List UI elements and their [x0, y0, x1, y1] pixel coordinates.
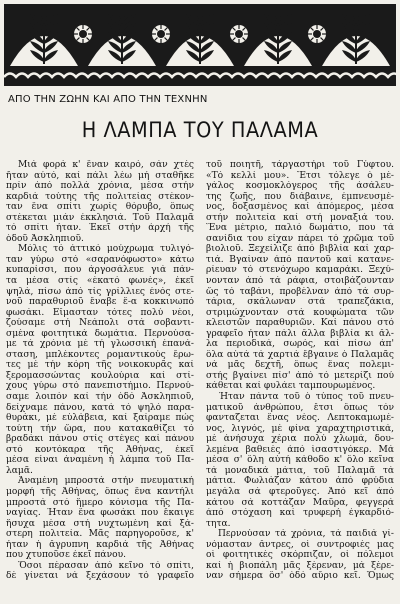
text-line: μέ ἀνήσυχα χέρια πολύ χλωμά, δου-: [206, 434, 394, 445]
text-line: ταν γύρω στό «σαρανόφωστο» κάτω: [6, 254, 194, 265]
text-line: που χτυποῦσε ἐκεῖ πάνου.: [6, 550, 126, 561]
text-line: στής βγαίνει πίσ' ἀπό τό μετερίζι πού: [206, 370, 394, 381]
text-line: «Τό κελλί μου». Ἔτσι τόλεγε ὁ μέ-: [206, 170, 394, 181]
text-line: μέσα εἶναι ἀναμένη ἡ λάμπα τοῦ Πα-: [6, 455, 194, 466]
text-line: ξερομασσώντας κουλούρια καί στί-: [6, 370, 194, 381]
text-line: κυπαρίσσι, που ἀργοσάλευε γιά πάν-: [6, 265, 194, 276]
text-line: οἱ φοιτητικές σκόρπιζαν, οἱ πόλεμοι: [206, 550, 394, 561]
text-line: ὅλα αὐτά τά χαρτιά ἔβγαινε ὁ Παλαμᾶς: [206, 349, 394, 360]
text-line: ἥσυχα μέσα στή νυχτωμένη καί ξά-: [6, 518, 194, 529]
text-line: νονταν ἀπό τά ράφια, στοιβάζουνταν: [206, 276, 394, 287]
text-line: ταν ἕνα σπίτι χωρίς θόρυβο, ὅπως: [6, 202, 194, 213]
text-line: ὁδοῦ Ἀσκληπιοῦ.: [6, 233, 84, 244]
text-line: μορφή τῆς Ἀθήνας, ὅπως ἕνα καντήλι: [6, 486, 194, 497]
text-line: μπροστά στό ἥμερο κόνισμα τῆς Πα-: [6, 497, 194, 508]
text-line: Ἦταν πάντα τοῦ ὁ τύπος τοῦ πνευ-: [218, 392, 394, 403]
text-line: τά μοναδικά μάτια, τοῦ Παλαμᾶ τά: [206, 465, 394, 476]
section-label: ΑΠΟ ΤΗΝ ΖΩΗΝ ΚΑΙ ΑΠΟ ΤΗΝ ΤΕΧΝΗΝ: [8, 94, 208, 105]
text-line: Μιά φορά κ' ἕναν καιρό, σάν χτές: [18, 160, 194, 170]
text-line: βραδάκι πάνου στίς στέγες καί πάνου: [6, 434, 194, 445]
text-line: νος, δοξασμένος καί ἀπόμερος, μέσα: [206, 202, 394, 213]
text-line: δείχναμε πάνου, κατά τό ψηλό παρα-: [6, 402, 194, 413]
text-line: δέ γίνεται νά ξεχάσουν τό γραφεῖο: [6, 571, 194, 582]
text-line: καρδιά τούτης τῆς πολιτείας στέκον-: [6, 191, 194, 202]
article-column-right: [206, 160, 394, 582]
text-line: νά μᾶς δεχτῆ, ὅπως ἕνας πολεμι-: [206, 360, 394, 371]
text-line: θυράκι, μέ εὐλάβεια, καί ξαίραμε πώς: [6, 413, 194, 424]
text-line: στό κοντόκαρα τῆς Ἀθήνας, ἐκεῖ: [6, 444, 194, 455]
text-line: Ἀναμένη μπροστά στήν πνευματική: [18, 476, 194, 487]
text-line: στήν πολιτεία καί στή μοναξιά του.: [206, 212, 394, 223]
text-line: βιολιοῦ. Ξεχείλιζε ἀπό βιβλία καί χαρ-: [206, 244, 394, 255]
text-line: τούτη τήν ὥρα, που κατακαθίζει τό: [6, 423, 194, 434]
text-line: χους γύρω στό πανεπιστήμιο. Περνού-: [6, 381, 194, 392]
text-line: σαμε λοιπόν καί τήν ὁδό Ἀσκληπιοῦ,: [6, 392, 194, 403]
text-line: γραφεῖο ἦταν πάλι ἄλλα βιβλία κι ἄλ-: [206, 328, 394, 339]
text-line: στριμώχνονταν στά κουφώματα τῶν: [206, 307, 394, 318]
text-line: νόμασταν ἄντρες, οἱ συντροφιές μας: [206, 539, 394, 550]
text-line: ὥς τό ταβάνι, προβέλναν ἀπό τά συρ-: [206, 286, 394, 297]
text-line: Μόλις τό ἀττικό μούχρωμα τυλιγό-: [18, 244, 194, 255]
text-line: Περνούσαν τά χρόνια, τά παιδιά γί-: [218, 529, 394, 540]
article-column-left: [6, 160, 194, 582]
text-line: λα περιοδικά, σωρός, καί πίσω ἀπ': [206, 339, 394, 350]
text-line: ψηλά, πίσω ἀπό τίς γρίλλιες ἐνός στε-: [6, 286, 194, 297]
text-line: μάτια. Φωλιάζαν κάτου ἀπό φρύδια: [206, 476, 394, 487]
text-line: σταση, μπλέκοντες ρομαντικούς ἔρω-: [6, 349, 194, 360]
text-line: σανίδια του εἶχαν πάρει τό χρῶμα τοῦ: [206, 233, 394, 244]
text-line: φωσάκι. Εἴμασταν τότες πολύ νέοι,: [6, 307, 194, 318]
text-line: ζούσαμε στή Νεάπολι στά σοβαντι-: [6, 318, 194, 329]
text-line: κάτου σά κοττάζαν Μαῦρα, φεγγερά: [206, 497, 394, 508]
text-line: τιά. Βγαίναν ἀπό παντοῦ καί κατανε-: [206, 254, 394, 265]
text-line: μέσα σ' ὅλη αὐτή κάθοδο κ' ὅλο κεῖνα: [206, 455, 394, 466]
text-line: πρίν ἀπό πολλά χρόνια, μέσα στήν: [6, 181, 194, 192]
text-line: τάρια, σκάλωναν στά τραπεζάκια,: [206, 297, 394, 308]
text-line: στερη πολιτεία. Μᾶς παρηγοροῦσε, κ': [6, 529, 194, 540]
text-line: νοῦ παραθυριοῦ ἔναβε ἕ-α κοκκινωπό: [6, 297, 194, 308]
text-line: τα μέσα στίς «ἑκατό φωνές», ἐκεῖ: [6, 276, 194, 287]
decorative-woodcut-banner: [4, 4, 396, 86]
text-line: σμένα φοιτητικά δωμάτια. Περνούσα-: [6, 328, 194, 339]
text-line: ματικοῦ ἀνθρώπου, ἔτσι ὅπως τόν: [206, 402, 394, 413]
text-line: ἀπό στόχαση καί τρυφερή ἐγκαρδιό-: [206, 508, 394, 519]
text-line: Ὅσοι πέρασαν ἀπό κεῖνο τό σπίτι,: [18, 560, 194, 571]
text-line: καί ἡ βιοπάλη μᾶς ξέρεναν, μά ξέρε-: [206, 560, 394, 571]
text-line: ἦταν ἡ ἄγρυπνη καρδιά τῆς Ἀθήνας: [6, 539, 194, 550]
article-headline: Η ΛΑΜΠΑ ΤΟΥ ΠΑΛΑΜΑ: [81, 118, 319, 142]
text-line: τοῦ ποιητῆ, τάργαστήρι τοῦ Γύφτου.: [206, 160, 394, 170]
text-line: μεγάλα σά φτεροῦγες. Ἀπό κεῖ ἀπό: [206, 486, 394, 497]
text-line: στέκεται μιάν ἐκκλησιά. Τοῦ Παλαμᾶ: [6, 212, 194, 223]
text-line: της ζωῆς, που διάβαινε, ἐμπνευσμέ-: [206, 191, 394, 202]
text-line: λεμένα βαθειές ἀπό ἱσαστιγόκερ. Μά: [206, 444, 394, 455]
text-line: με τά χρόνια μέ τή γλωσσική ἐπανά-: [6, 339, 194, 350]
text-line: φανταζεται ἕνας νέος. Λεπτοκαμωμέ-: [206, 413, 394, 424]
text-line: ναν σήμερα ὅσ' ὁδό αὔριο κεῖ. Ὅμως: [206, 571, 394, 582]
text-line: τητα.: [206, 518, 231, 529]
text-line: κλειστῶν παραθυριῶν. Καί πάνου στό: [206, 318, 394, 329]
text-line: τες μέ τήν κόρη τῆς νοικοκυρᾶς καί: [6, 360, 194, 371]
text-line: τό σπίτι ἦταν. Ἐκεῖ στήν ἀρχή τῆς: [6, 223, 194, 234]
text-line: ρίευαν τό στενόχωρο καμαράκι. Ξεχύ-: [206, 265, 394, 276]
text-line: λαμᾶ.: [6, 465, 33, 476]
text-line: κάθεται καί φυλάει ταμπουρωμένος.: [206, 381, 376, 392]
text-line: ναγίας. Ἦταν ἕνα φωσάκι που ἔκαιγε: [6, 508, 194, 519]
text-line: γάλος κοσμοκλόγερος τῆς ἀσάλευ-: [206, 181, 394, 192]
text-line: ἤταν αὐτό, καί πάλι λέω μή σταθῆκε: [6, 170, 194, 181]
text-line: νος, λιγνός, μέ φίνα χαραχτηριστικά,: [206, 423, 394, 434]
text-line: Ἕνα μέτριο, παλιό δωμάτιο, που τά: [206, 223, 394, 234]
